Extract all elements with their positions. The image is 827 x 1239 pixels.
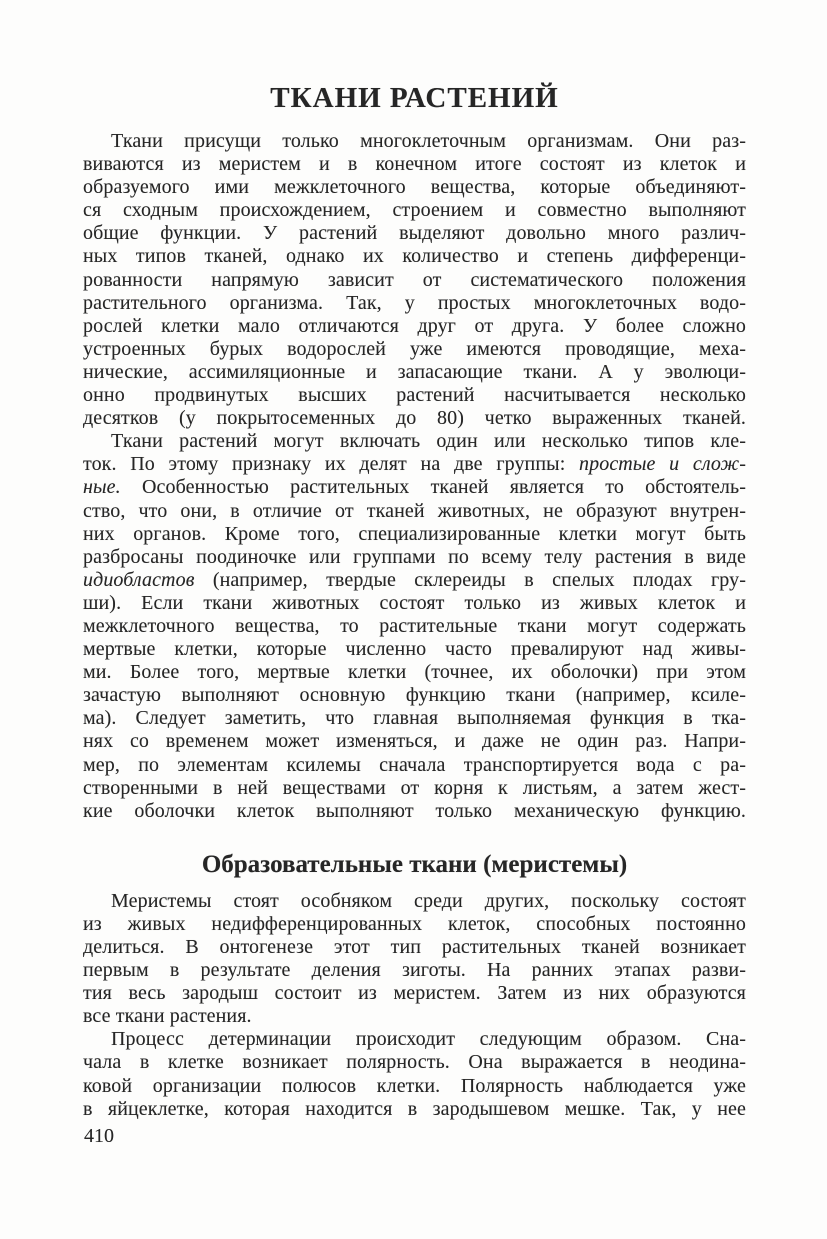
text-line: делиться. В онтогенезе этот тип растительных тканей возникает <box>83 936 746 958</box>
text-line: идиобластов (например, твердые склереиды в спелых плодах гру- <box>83 568 746 591</box>
text-line: зачастую выполняют основную функцию ткани (например, ксиле- <box>83 684 746 707</box>
italic-term: ные. <box>83 476 121 499</box>
text-line: десятков (у покрытосеменных до 80) четко выраженных тканей. <box>83 407 746 430</box>
text-line: ство, что они, в отличие от тканей животных, не образуют внутрен- <box>83 499 746 522</box>
text-line: рослей клетки мало отличаются друг от друга. У более сложно <box>83 314 746 337</box>
text-line: тия весь зародыш состоит из меристем. Затем из них образуются <box>83 982 746 1005</box>
text-line: мер, по элементам ксилемы сначала транспортируется вода с ра- <box>83 753 746 776</box>
text-line: ток. По этому признаку их делят на две группы: простые и слож- <box>83 453 747 476</box>
text-line: растительного организма. Так, у простых многоклеточных водо- <box>83 291 746 314</box>
text-line: них органов. Кроме того, специализированные клетки могут быть <box>83 522 746 545</box>
text-line: Ткани растений могут включать один или несколько типов кле- <box>111 430 746 453</box>
text-line: нях со временем может изменяться, и даже не один раз. Напри- <box>83 730 746 753</box>
text-line: чала в клетке возникает полярность. Она выражается в неодина- <box>83 1051 746 1074</box>
text-line: ковой организации полюсов клетки. Полярность наблюдается уже <box>83 1074 746 1097</box>
italic-term: идиобластов <box>83 568 195 591</box>
page-number: 410 <box>84 1125 114 1147</box>
text-line: ми. Более того, мертвые клетки (точнее, их оболочки) при этом <box>83 661 746 684</box>
text-line: рованности напрямую зависит от систематического положения <box>83 268 746 291</box>
paragraph <box>83 1028 746 1120</box>
paragraph <box>83 130 746 430</box>
text-line: ных типов тканей, однако их количество и степень дифференци- <box>83 245 746 268</box>
text-line: образуемого ими межклеточного вещества, которые объединяют- <box>83 176 746 199</box>
text-column <box>83 84 746 1121</box>
text-line: общие функции. У растений выделяют довольно много различ- <box>83 222 746 245</box>
text-line: в яйцеклетке, которая находится в зародышевом мешке. Так, у нее <box>83 1097 746 1120</box>
italic-term: простые и слож- <box>579 453 747 476</box>
text-line: Процесс детерминации происходит следующим образом. Сна- <box>111 1028 746 1051</box>
text-line: устроенных бурых водорослей уже имеются проводящие, меха- <box>83 337 746 360</box>
text-line: первым в результате деления зиготы. На ранних этапах разви- <box>83 959 746 982</box>
text-line: ши). Если ткани животных состоят только из живых клеток и <box>83 591 746 614</box>
paragraph <box>83 430 746 823</box>
chapter-title: ТКАНИ РАСТЕНИЙ <box>270 82 559 114</box>
text-line: кие оболочки клеток выполняют только механическую функцию. <box>83 799 746 822</box>
text-line: ма). Следует заметить, что главная выполняемая функция в тка- <box>83 707 746 730</box>
text-line: разбросаны поодиночке или группами по всему телу растения в виде <box>83 545 746 568</box>
chapter-intro-text <box>83 130 746 823</box>
text-line: все ткани растения. <box>83 1005 252 1028</box>
text-line: из живых недифференцированных клеток, способных постоянно <box>83 912 746 935</box>
section-text <box>83 890 746 1121</box>
text-line: Ткани присущи только многоклеточным организмам. Они раз- <box>111 130 746 152</box>
text-line: виваются из меристем и в конечном итоге состоят из клеток и <box>83 153 746 176</box>
text-line: нические, ассимиляционные и запасающие ткани. А у эволюци- <box>83 360 746 383</box>
text-line: онно продвинутых высших растений насчитывается несколько <box>83 384 746 407</box>
text-line: ся сходным происхождением, строением и совместно выполняют <box>83 199 746 222</box>
text-line: мертвые клетки, которые численно часто превалируют над живы- <box>83 638 746 661</box>
section-heading: Образовательные ткани (меристемы) <box>201 850 628 878</box>
text-line: Меристемы стоят особняком среди других, поскольку состоят <box>111 889 746 912</box>
text-line: ные. Особенностью растительных тканей является то обстоятель- <box>83 476 746 499</box>
paragraph <box>83 890 746 1029</box>
text-line: створенными в ней веществами от корня к листьям, а затем жест- <box>83 776 746 799</box>
text-line: межклеточного вещества, то растительные ткани могут содержать <box>83 614 746 637</box>
